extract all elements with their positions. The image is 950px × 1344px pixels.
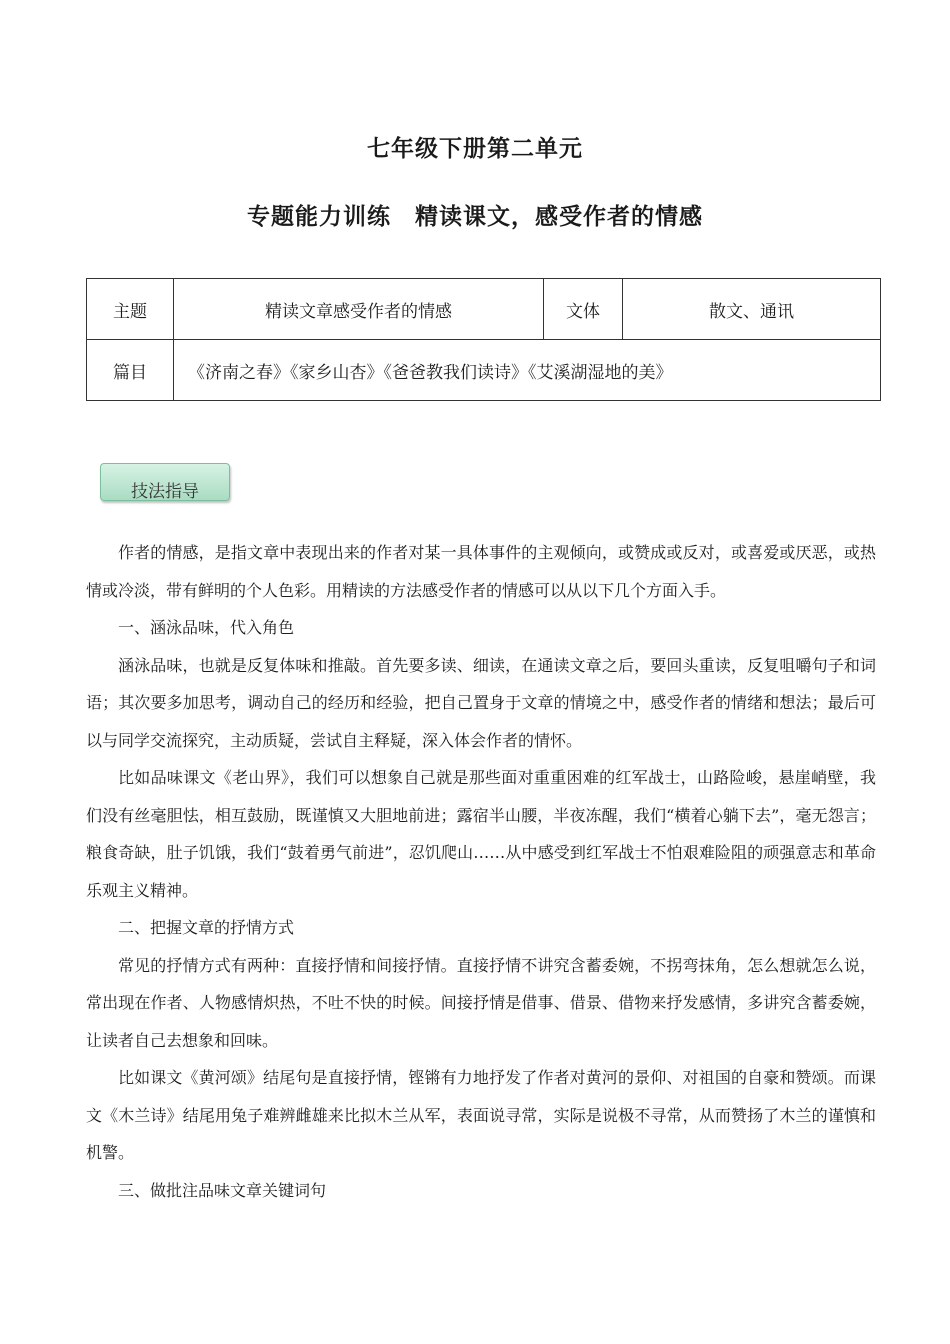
section-heading: 一、涵泳品味，代入角色 [118, 618, 295, 637]
paragraph: 比如课文《黄河颂》结尾句是直接抒情，铿锵有力地抒发了作者对黄河的景仰、对祖国的自豪和赞颂。而课文《木兰诗》结尾用兔子难辨雌雄来比拟木兰从军，表面说寻常，实际是说极不寻常，从而赞扬了木兰的谨慎和机警。 [86, 1068, 876, 1162]
technique-guide-button[interactable]: 技法指导 [100, 463, 230, 501]
works-label: 篇目 [87, 340, 174, 401]
paragraph: 作者的情感，是指文章中表现出来的作者对某一具体事件的主观倾向，或赞成或反对，或喜爱或厌恶，或热情或冷淡，带有鲜明的个人色彩。用精读的方法感受作者的情感可以从以下几个方面入手。 [86, 543, 876, 600]
works-value: 《济南之春》《家乡山杏》《爸爸教我们读诗》《艾溪湖湿地的美》 [174, 340, 881, 401]
section-heading: 三、做批注品味文章关键词句 [118, 1180, 327, 1200]
page-title: 七年级下册第二单元 [367, 136, 583, 162]
section-heading: 二、把握文章的抒情方式 [118, 918, 295, 937]
body-text [86, 534, 876, 1209]
paragraph: 比如品味课文《老山界》，我们可以想象自己就是那些面对重重困难的红军战士，山路险峻，悬崖峭壁，我们没有丝毫胆怯，相互鼓励，既谨慎又大胆地前进；露宿半山腰，半夜冻醒，我们“横着心躺下去”，毫无怨言；粮食奇缺，肚子饥饿，我们“鼓着勇气前进”，忍饥爬山……从中感受到红军战士不怕艰难险阻的顽强意志和革命乐观主义精神。 [86, 768, 876, 900]
theme-value: 精读文章感受作者的情感 [174, 279, 544, 340]
table-row [87, 279, 881, 340]
page-subtitle: 专题能力训练 精读课文，感受作者的情感 [247, 204, 703, 230]
genre-value: 散文、通讯 [623, 279, 881, 340]
theme-label: 主题 [87, 279, 174, 340]
genre-label: 文体 [544, 279, 623, 340]
paragraph: 涵泳品味，也就是反复体味和推敲。首先要多读、细读，在通读文章之后，要回头重读，反复咀嚼句子和词语；其次要多加思考，调动自己的经历和经验，把自己置身于文章的情境之中，感受作者的情绪和想法；最后可以与同学交流探究，主动质疑，尝试自主释疑，深入体会作者的情怀。 [86, 655, 876, 750]
paragraph: 常见的抒情方式有两种：直接抒情和间接抒情。直接抒情不讲究含蓄委婉，不拐弯抹角，怎么想就怎么说，常出现在作者、人物感情炽热，不吐不快的时候。间接抒情是借事、借景、借物来抒发感情，多讲究含蓄委婉，让读者自己去想象和回味。 [86, 955, 876, 1050]
table-row [87, 340, 881, 401]
info-table [86, 278, 881, 401]
